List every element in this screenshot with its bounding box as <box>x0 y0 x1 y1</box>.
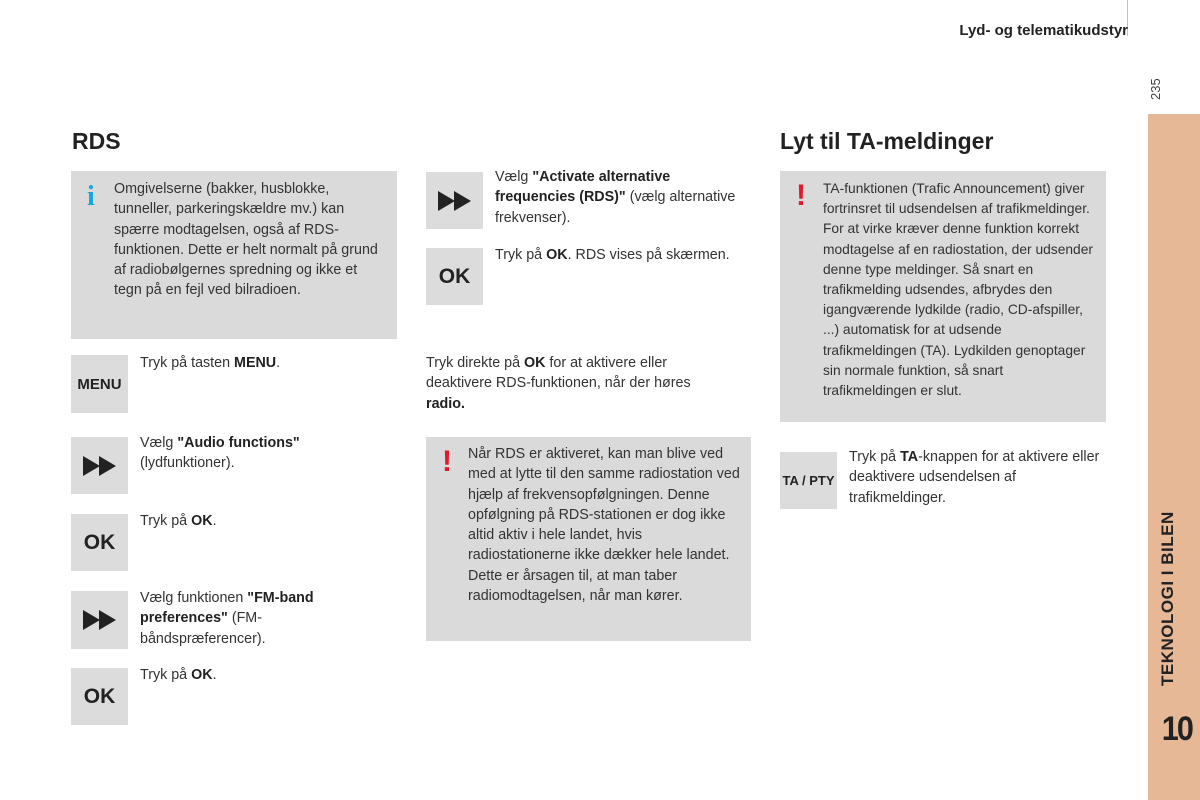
step-press-ta: Tryk på TA-knappen for at aktivere eller deaktivere udsendelsen af trafikmeldinger. <box>849 449 1100 506</box>
section-title-rds: RDS <box>72 128 121 154</box>
forward-icon <box>426 172 483 229</box>
info-icon: i <box>87 181 95 212</box>
step-audio-functions: Vælg "Audio functions" (lydfunktioner). <box>140 435 300 472</box>
direct-ok-instruction: Tryk direkte på OK for at aktivere eller deaktivere RDS-funktionen, når der høres radio. <box>426 355 691 412</box>
forward-icon <box>71 437 128 494</box>
chapter-side-tab <box>1148 114 1200 800</box>
ok-key-icon: OK <box>426 248 483 305</box>
page-number: 235 <box>1148 78 1163 100</box>
warning-note-ta-text: TA-funktionen (Trafic Announcement) giver fortrinsret til udsendelsen af trafikmeldinger. For at virke kræver denne funktion korrekt modtagelse af en radiostation, der udsender denne type meldinger. Så snart en trafikmelding udsendes, afbrydes den igangværende lydkilde (radio, CD-afspiller, ...) automatisk for at udsende trafikmeldingen (TA). Lydkilden genoptager sin normale funktion, så snart trafikmeldingen er slut. <box>823 181 1093 399</box>
warning-note-rds <box>426 437 751 641</box>
menu-key-icon: MENU <box>71 355 128 413</box>
ok-key-icon: OK <box>71 668 128 725</box>
step-press-menu: Tryk på tasten MENU. <box>140 355 281 371</box>
running-title: Lyd- og telematikudstyr <box>959 22 1128 39</box>
section-title-ta: Lyt til TA-meldinger <box>780 128 994 154</box>
info-note <box>71 171 397 339</box>
warning-icon: ! <box>796 179 806 212</box>
step-press-ok-rds: Tryk på OK. RDS vises på skærmen. <box>495 247 730 263</box>
step-press-ok: Tryk på OK. <box>140 667 217 683</box>
warning-note-rds-text: Når RDS er aktiveret, kan man blive ved med at lytte til den samme radiostation ved hjælp af frekvensopfølgningen. Denne opfølgning på RDS-stationen er dog ikke altid aktiv i hele landet, hvis radiostationerne ikke dækker hele landet. Dette er årsagen til, at man taber radiomodtagelsen, når man kører. <box>468 446 740 605</box>
step-fm-band-preferences: Vælg funktionen "FM-band preferences" (FM-båndspræferencer). <box>140 590 314 647</box>
ta-pty-key-icon: TA / PTY <box>780 452 837 509</box>
chapter-number: 10 <box>1161 710 1193 748</box>
ok-key-icon: OK <box>71 514 128 571</box>
warning-note-ta <box>780 171 1106 422</box>
warning-icon: ! <box>442 445 452 478</box>
forward-icon <box>71 591 128 649</box>
step-alternative-frequencies: Vælg "Activate alternative frequencies (RDS)" (vælg alternative frekvenser). <box>495 169 736 226</box>
info-note-text: Omgivelserne (bakker, husblokke, tunneller, parkeringskældre mv.) kan spærre modtagelsen, også af RDS-funktionen. Dette er helt normalt på grund af radiobølgernes spredning og ikke et tegn på en fejl ved bilradioen. <box>114 181 378 299</box>
step-press-ok: Tryk på OK. <box>140 513 217 529</box>
chapter-title: TEKNOLOGI I BILEN <box>1158 511 1177 686</box>
